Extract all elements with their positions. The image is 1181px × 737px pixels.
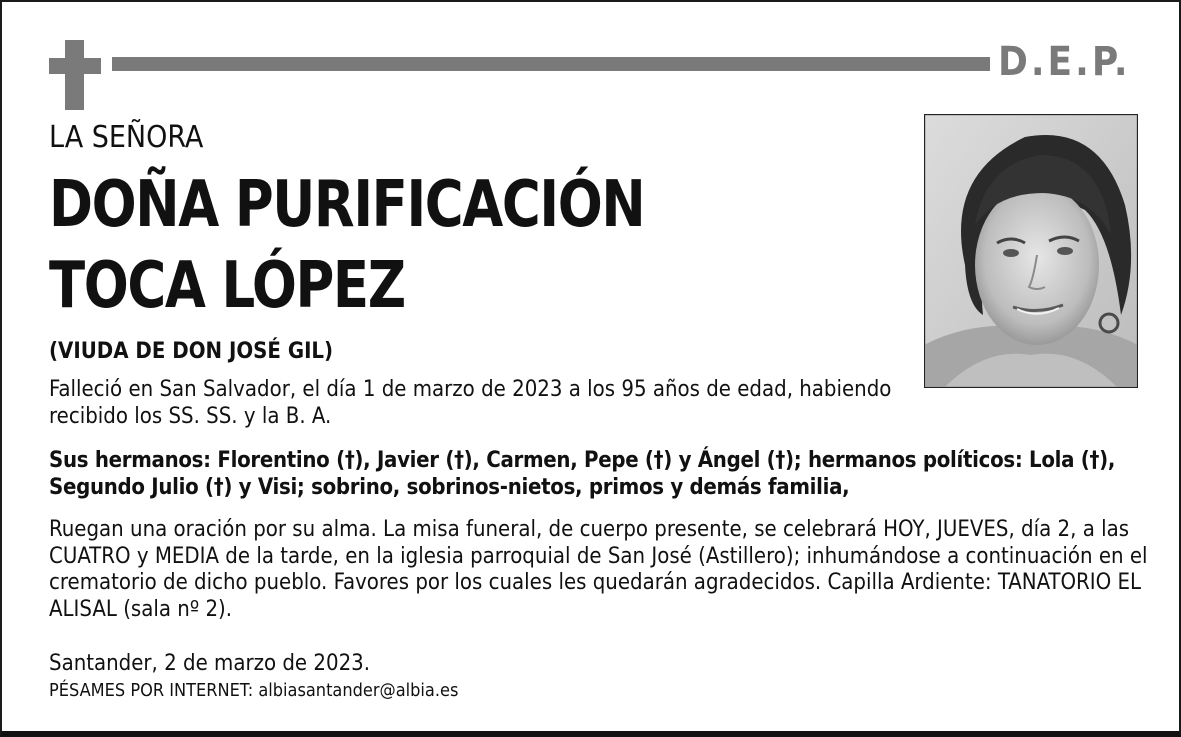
deceased-name-line2: TOCA LÓPEZ <box>49 249 405 323</box>
deceased-name-line1: DOÑA PURIFICACIÓN <box>49 168 645 242</box>
place-date: Santander, 2 de marzo de 2023. <box>49 651 371 676</box>
widow-of: (VIUDA DE DON JOSÉ GIL) <box>49 339 334 364</box>
honorific-label: LA SEÑORA <box>49 120 204 155</box>
family-list: Sus hermanos: Florentino (†), Javier (†), Carmen, Pepe (†) y Ángel (†); hermanos políticos: Lola (†), Segundo Julio (†) y Visi; sobrino, sobrinos-nietos, primos y demás familia, <box>49 448 1116 500</box>
portrait-image <box>925 115 1137 387</box>
cross-icon <box>49 40 101 110</box>
header-rule <box>112 57 990 71</box>
death-notice: Falleció en San Salvador, el día 1 de marzo de 2023 a los 95 años de edad, habiendo recibido los SS. SS. y la B. A. <box>49 377 892 429</box>
service-details: Ruegan una oración por su alma. La misa funeral, de cuerpo presente, se celebrará HOY, JUEVES, día 2, a las CUATRO y MEDIA de la tarde, en la iglesia parroquial de San José (Astillero); inhumándose a continuación en el crematorio de dicho pueblo. Favores por los cuales les quedarán agradecidos. Capilla Ardiente: TANATORIO EL ALISAL (sala nº 2). <box>49 517 1148 622</box>
dep-mark: D.E.P. <box>998 39 1131 85</box>
portrait-photo <box>924 114 1138 388</box>
condolences-line: PÉSAMES POR INTERNET: albiasantander@albia.es <box>49 680 459 701</box>
